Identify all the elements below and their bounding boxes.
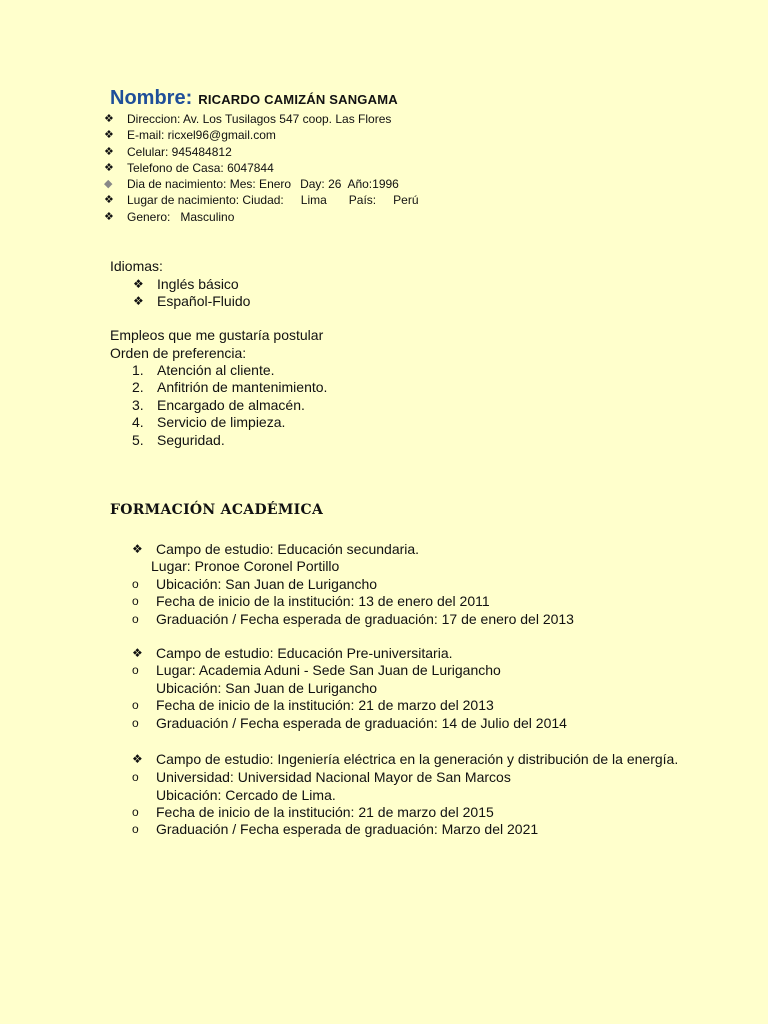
list-item: 3. Encargado de almacén. [132, 397, 305, 413]
name-value: RICARDO CAMIZÁN SANGAMA [198, 92, 398, 107]
circle-bullet-icon: o [132, 594, 139, 608]
diamond-bullet-icon: ❖ [132, 646, 143, 660]
empleos-title: Empleos que me gustaría postular [110, 327, 324, 343]
personal-lugar: ❖ Lugar de nacimiento: Ciudad: Lima País: Perú [104, 193, 419, 207]
list-item: ❖ Español-Fluido [133, 293, 251, 309]
list-item: ❖ Inglés básico [133, 276, 239, 292]
edu3-inicio: o Fecha de inicio de la institución: 21 de marzo del 2015 [132, 804, 494, 820]
circle-bullet-icon: o [132, 612, 139, 626]
diamond-bullet-icon: ❖ [133, 294, 144, 308]
edu1-ubicacion: o Ubicación: San Juan de Lurigancho [132, 576, 378, 592]
edu1-lugar: Lugar: Pronoe Coronel Portillo [151, 558, 340, 574]
edu3-campo: ❖ Campo de estudio: Ingeniería eléctrica en la generación y distribución de la energía. [132, 751, 679, 767]
circle-bullet-icon: o [132, 577, 139, 591]
circle-bullet-icon: o [132, 822, 139, 836]
diamond-bullet-icon: ❖ [104, 193, 114, 206]
list-item: 4. Servicio de limpieza. [132, 414, 286, 430]
edu1-graduacion: o Graduación / Fecha esperada de graduación: 17 de enero del 2013 [132, 611, 574, 627]
gray-diamond-bullet-icon: ◆ [104, 177, 113, 190]
circle-bullet-icon: o [132, 698, 139, 712]
personal-celular: ❖ Celular: 945484812 [104, 145, 232, 159]
edu2-inicio: o Fecha de inicio de la institución: 21 de marzo del 2013 [132, 697, 494, 713]
diamond-bullet-icon: ❖ [133, 277, 144, 291]
edu2-campo: ❖ Campo de estudio: Educación Pre-universitaria. [132, 645, 453, 661]
diamond-bullet-icon: ❖ [104, 161, 114, 174]
circle-bullet-icon: o [132, 663, 139, 677]
circle-bullet-icon: o [132, 716, 139, 730]
diamond-bullet-icon: ❖ [132, 542, 143, 556]
edu3-ubicacion: Ubicación: Cercado de Lima. [156, 787, 336, 803]
circle-bullet-icon: o [132, 805, 139, 819]
personal-nacimiento: ◆ Dia de nacimiento: Mes: Enero Day: 26 Año:1996 [104, 177, 399, 191]
list-item: 5. Seguridad. [132, 432, 225, 448]
edu3-universidad: o Universidad: Universidad Nacional Mayor de San Marcos [132, 769, 511, 785]
list-item: 1. Atención al cliente. [132, 362, 275, 378]
section-heading: FORMACIÓN ACADÉMICA [110, 502, 324, 518]
empleos-subtitle: Orden de preferencia: [110, 345, 247, 361]
edu2-ubicacion: Ubicación: San Juan de Lurigancho [156, 680, 378, 696]
circle-bullet-icon: o [132, 770, 139, 784]
name-line [110, 88, 398, 108]
diamond-bullet-icon: ❖ [104, 210, 114, 223]
edu2-graduacion: o Graduación / Fecha esperada de graduación: 14 de Julio del 2014 [132, 715, 567, 731]
diamond-bullet-icon: ❖ [104, 145, 114, 158]
name-label: Nombre: [110, 87, 193, 109]
idiomas-title: Idiomas: [110, 258, 163, 274]
personal-email: ❖ E-mail: ricxel96@gmail.com [104, 128, 276, 142]
edu3-graduacion: o Graduación / Fecha esperada de graduación: Marzo del 2021 [132, 821, 539, 837]
list-item: 2. Anfitrión de mantenimiento. [132, 379, 328, 395]
edu1-campo: ❖ Campo de estudio: Educación secundaria. [132, 541, 420, 557]
personal-genero: ❖ Genero: Masculino [104, 210, 235, 224]
personal-telefono: ❖ Telefono de Casa: 6047844 [104, 161, 274, 175]
edu1-inicio: o Fecha de inicio de la institución: 13 de enero del 2011 [132, 593, 490, 609]
personal-direccion: ❖ Direccion: Av. Los Tusilagos 547 coop. Las Flores [104, 112, 392, 126]
edu2-lugar: o Lugar: Academia Aduni - Sede San Juan de Lurigancho [132, 662, 501, 678]
diamond-bullet-icon: ❖ [104, 112, 114, 125]
diamond-bullet-icon: ❖ [132, 752, 143, 766]
diamond-bullet-icon: ❖ [104, 128, 114, 141]
